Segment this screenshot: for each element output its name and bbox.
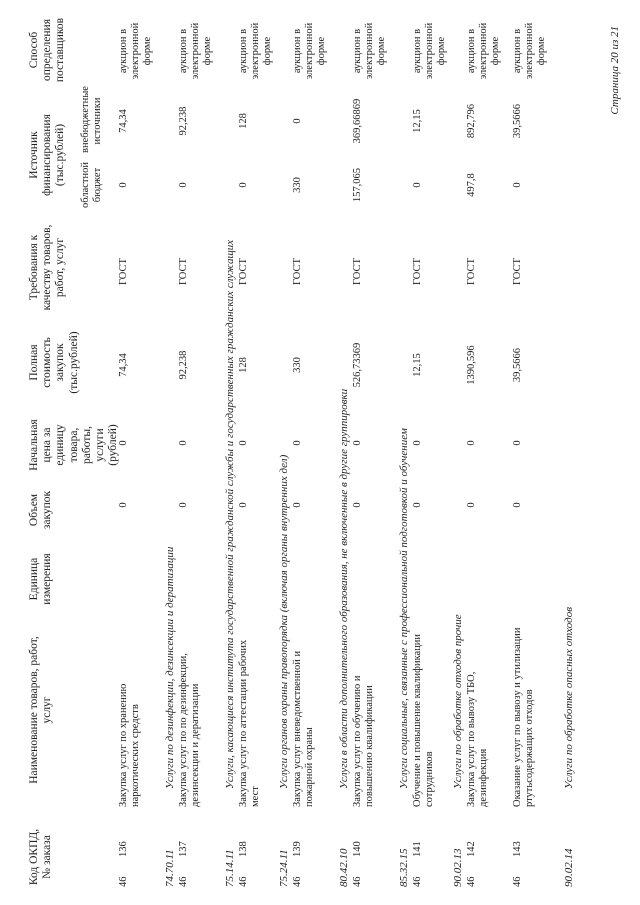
row-requirements: ГОСТ — [292, 258, 303, 285]
header-unit: Единица измерения — [28, 553, 54, 605]
row-order-number: 139 — [292, 841, 303, 857]
row-price: 0 — [292, 440, 303, 446]
section-title: Услуги по дезинфекции, дезинсекции и дератизации — [164, 546, 176, 789]
row-name: Закупка услуг по вывозу ТБО, дезинфекция — [466, 671, 490, 807]
row-price: 0 — [118, 440, 129, 446]
row-method: аукцион в электронной форме — [412, 22, 448, 80]
row-method: аукцион в электронной форме — [238, 22, 274, 80]
row-requirements: ГОСТ — [412, 258, 423, 285]
section-code: 75.14.11 — [224, 849, 236, 887]
section-title: Услуги по обработке опасных отходов — [563, 607, 575, 789]
row-total: 526,73369 — [352, 342, 363, 388]
row-funding-regional: 497,8 — [466, 173, 477, 197]
section-title: Услуги органов охраны правопорядка (включая органы внутренних дел) — [278, 454, 290, 789]
header-price: Начальная цена за единицу товара, работы, услуги (рублей) — [28, 419, 120, 471]
row-order-number: 143 — [512, 841, 523, 857]
row-price: 0 — [352, 440, 363, 446]
section-title: Услуги в области дополнительного образования, не включенные в другие группировки — [338, 388, 350, 789]
row-total: 12,15 — [412, 353, 423, 377]
section-title: Услуги социальные, связанные с профессиональной подготовкой и обучением — [398, 428, 410, 789]
header-total: Полная стоимость закупок (тыс.рублей) — [28, 331, 80, 394]
row-total: 1390,596 — [466, 345, 477, 385]
section-code: 90.02.13 — [452, 848, 464, 887]
row-funding-extra: 39,5666 — [512, 103, 523, 139]
row-volume: 0 — [118, 502, 129, 508]
row-funding-regional: 157,065 — [352, 167, 363, 203]
row-volume: 0 — [512, 502, 523, 508]
row-volume: 0 — [292, 502, 303, 508]
row-okpd: 46 — [412, 876, 423, 887]
row-funding-extra: 892,796 — [466, 103, 477, 139]
row-funding-regional: 0 — [238, 182, 249, 188]
row-order-number: 142 — [466, 841, 477, 857]
row-requirements: ГОСТ — [466, 258, 477, 285]
section-code: 74.70.11 — [164, 849, 176, 887]
row-okpd: 46 — [178, 876, 189, 887]
row-name: Оказание услуг по вывозу и утилизации ртутьсодержащих отходов — [512, 627, 536, 807]
row-funding-extra: 369,66869 — [352, 98, 363, 144]
header-funding-extra: внебюджетные источники — [80, 86, 104, 153]
page-footer: Страница 20 из 21 — [609, 26, 622, 115]
row-method: аукцион в электронной форме — [178, 22, 214, 80]
row-volume: 0 — [412, 502, 423, 508]
row-okpd: 46 — [238, 876, 249, 887]
row-name: Закупка услуг по по дезинфекции, дезинсекции и дератизации — [178, 653, 202, 807]
row-name: Закупка услуг по аттестации рабочих мест — [238, 639, 262, 807]
row-requirements: ГОСТ — [178, 258, 189, 285]
row-price: 0 — [238, 440, 249, 446]
row-volume: 0 — [178, 502, 189, 508]
row-order-number: 141 — [412, 841, 423, 857]
header-requirements: Требования к качеству товаров, работ, услуг — [28, 224, 67, 311]
header-method: Способ определения поставщиков — [28, 17, 67, 83]
section-code: 80.42.10 — [338, 848, 350, 887]
row-requirements: ГОСТ — [352, 258, 363, 285]
row-order-number: 136 — [118, 841, 129, 857]
section-title: Услуги по обработке отходов прочие — [452, 614, 464, 789]
row-funding-extra: 0 — [292, 118, 303, 124]
row-volume: 0 — [352, 502, 363, 508]
row-price: 0 — [412, 440, 423, 446]
row-requirements: ГОСТ — [118, 258, 129, 285]
row-okpd: 46 — [466, 876, 477, 887]
section-code: 90.02.14 — [563, 848, 575, 887]
row-total: 74,34 — [118, 353, 129, 377]
row-funding-regional: 330 — [292, 177, 303, 193]
row-okpd: 46 — [512, 876, 523, 887]
header-code: Код ОКПД, № заказа — [28, 828, 54, 886]
row-method: аукцион в электронной форме — [512, 22, 548, 80]
header-funding-regional: областной бюджет — [80, 162, 104, 208]
row-name: Закупка услуг по обучению и повышению квалификации — [352, 675, 376, 807]
row-method: аукцион в электронной форме — [118, 22, 154, 80]
row-requirements: ГОСТ — [512, 258, 523, 285]
row-order-number: 137 — [178, 841, 189, 857]
row-total: 330 — [292, 357, 303, 373]
row-name: Закупка услуг вневедомственной и пожарной охраны — [292, 650, 316, 807]
section-code: 85.32.15 — [398, 848, 410, 887]
row-requirements: ГОСТ — [238, 258, 249, 285]
row-funding-extra: 12,15 — [412, 109, 423, 133]
row-volume: 0 — [466, 502, 477, 508]
row-total: 39,5666 — [512, 347, 523, 383]
row-funding-regional: 0 — [178, 182, 189, 188]
row-funding-extra: 74,34 — [118, 109, 129, 133]
header-volume: Объем закупок — [28, 490, 54, 530]
row-funding-regional: 0 — [412, 182, 423, 188]
header-funding: Источник финансирования (тыс.рублей) — [28, 114, 67, 196]
row-volume: 0 — [238, 502, 249, 508]
row-name: Обучение и повышение квалификации сотрудников — [412, 633, 436, 807]
row-okpd: 46 — [118, 876, 129, 887]
row-name: Закупка услуг по хранению наркотических средств — [118, 683, 142, 807]
section-title: Услуги, касающиеся института государственной гражданской службы и государственных гражданских служащих — [224, 239, 236, 789]
row-funding-extra: 92,238 — [178, 106, 189, 136]
row-okpd: 46 — [352, 876, 363, 887]
section-code: 75.24.11 — [278, 849, 290, 887]
row-funding-regional: 0 — [118, 182, 129, 188]
row-funding-extra: 128 — [238, 113, 249, 129]
row-total: 92,238 — [178, 350, 189, 380]
header-name: Наименование товаров, работ, услуг — [28, 636, 54, 784]
row-okpd: 46 — [292, 876, 303, 887]
row-price: 0 — [178, 440, 189, 446]
row-funding-regional: 0 — [512, 182, 523, 188]
row-price: 0 — [466, 440, 477, 446]
row-total: 128 — [238, 357, 249, 373]
row-method: аукцион в электронной форме — [292, 22, 328, 80]
row-order-number: 138 — [238, 841, 249, 857]
row-order-number: 140 — [352, 841, 363, 857]
row-price: 0 — [512, 440, 523, 446]
row-method: аукцион в электронной форме — [352, 22, 388, 80]
row-method: аукцион в электронной форме — [466, 22, 502, 80]
